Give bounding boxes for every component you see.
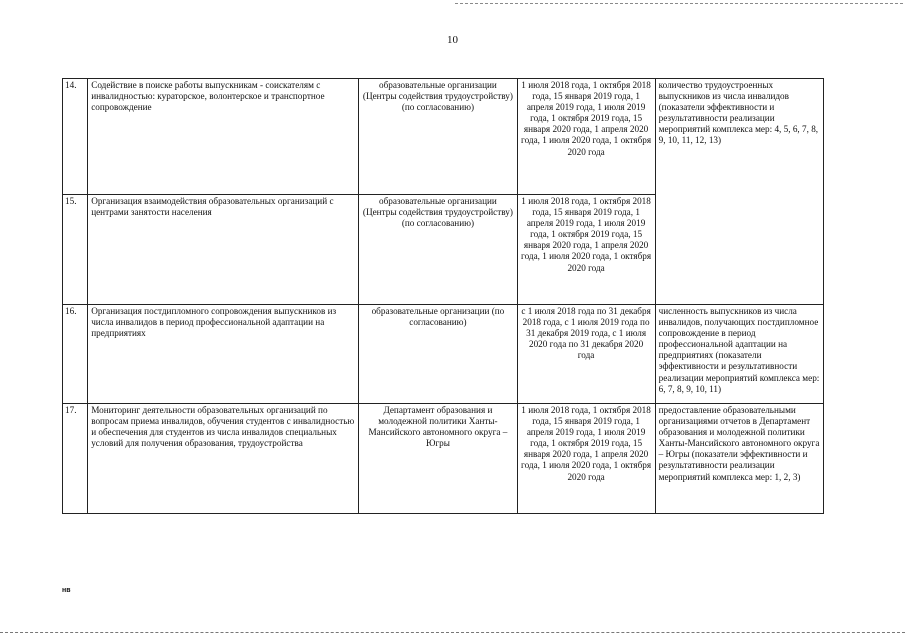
measure-text: Организация взаимодействия образовательных организаций с центрами занятости населения	[88, 195, 359, 305]
term-text: 1 июля 2018 года, 1 октября 2018 года, 15 января 2019 года, 1 апреля 2019 года, 1 июля 2019 года, 1 октября 2019 года, 15 января 2020 года, 1 апреля 2020 года, 1 июля 2020 года, 1 октября 2020 года	[517, 404, 655, 514]
scan-edge-top	[455, 3, 903, 4]
row-number: 16.	[63, 305, 88, 404]
term-text: 1 июля 2018 года, 1 октября 2018 года, 15 января 2019 года, 1 апреля 2019 года, 1 июля 2019 года, 1 октября 2019 года, 15 января 2020 года, 1 апреля 2020 года, 1 июля 2020 года, 1 октября 2020 года	[517, 195, 655, 305]
table-row	[63, 305, 824, 404]
term-text: с 1 июля 2018 года по 31 декабря 2018 года, с 1 июля 2019 года по 31 декабря 2019 года, с 1 июля 2020 года по 31 декабря 2020 года	[517, 305, 655, 404]
measure-text: Организация постдипломного сопровождения выпускников из числа инвалидов в период профессиональной адаптации на предприятиях	[88, 305, 359, 404]
term-text: 1 июля 2018 года, 1 октября 2018 года, 15 января 2019 года, 1 апреля 2019 года, 1 июля 2019 года, 1 октября 2019 года, 15 января 2020 года, 1 апреля 2020 года, 1 июля 2020 года, 1 октября 2020 года	[517, 79, 655, 195]
row-number: 17.	[63, 404, 88, 514]
scan-edge-bottom	[0, 632, 905, 633]
table-row	[63, 79, 824, 195]
page-number: 10	[447, 34, 458, 46]
executor-text: образовательные организации (Центры содействия трудоустройству) (по согласованию)	[359, 79, 517, 195]
measures-table	[62, 78, 824, 514]
row-number: 14.	[63, 79, 88, 195]
result-text: предоставление образовательными организациями отчетов в Департамент образования и молодежной политики Ханты-Мансийского автономного округа – Югры (показатели эффективности и результативности реализации мероприятий комплекса мер: 1, 2, 3)	[655, 404, 823, 514]
measure-text: Содействие в поиске работы выпускникам - соискателям с инвалидностью: кураторское, волонтерское и транспортное сопровождение	[88, 79, 359, 195]
row-number: 15.	[63, 195, 88, 305]
result-text: количество трудоустроенных выпускников из числа инвалидов (показатели эффективности и результативности реализации мероприятий комплекса мер: 4, 5, 6, 7, 8, 9, 10, 11, 12, 13)	[655, 79, 823, 305]
executor-text: образовательные организации (Центры содействия трудоустройству) (по согласованию)	[359, 195, 517, 305]
result-text: численность выпускников из числа инвалидов, получающих постдипломное сопровождение в период профессиональной адаптации на предприятиях (показатели эффективности и результативности реализации мероприятий комплекса мер: 6, 7, 8, 9, 10, 11)	[655, 305, 823, 404]
executor-text: Департамент образования и молодежной политики Ханты-Мансийского автономного округа – Югры	[359, 404, 517, 514]
executor-text: образовательные организации (по согласованию)	[359, 305, 517, 404]
measure-text: Мониторинг деятельности образовательных организаций по вопросам приема инвалидов, обучения студентов с инвалидностью и обеспечения для студентов из числа инвалидов специальных условий для получения образования, трудоустройства	[88, 404, 359, 514]
footer-mark: нв	[62, 587, 71, 594]
table-row	[63, 404, 824, 514]
